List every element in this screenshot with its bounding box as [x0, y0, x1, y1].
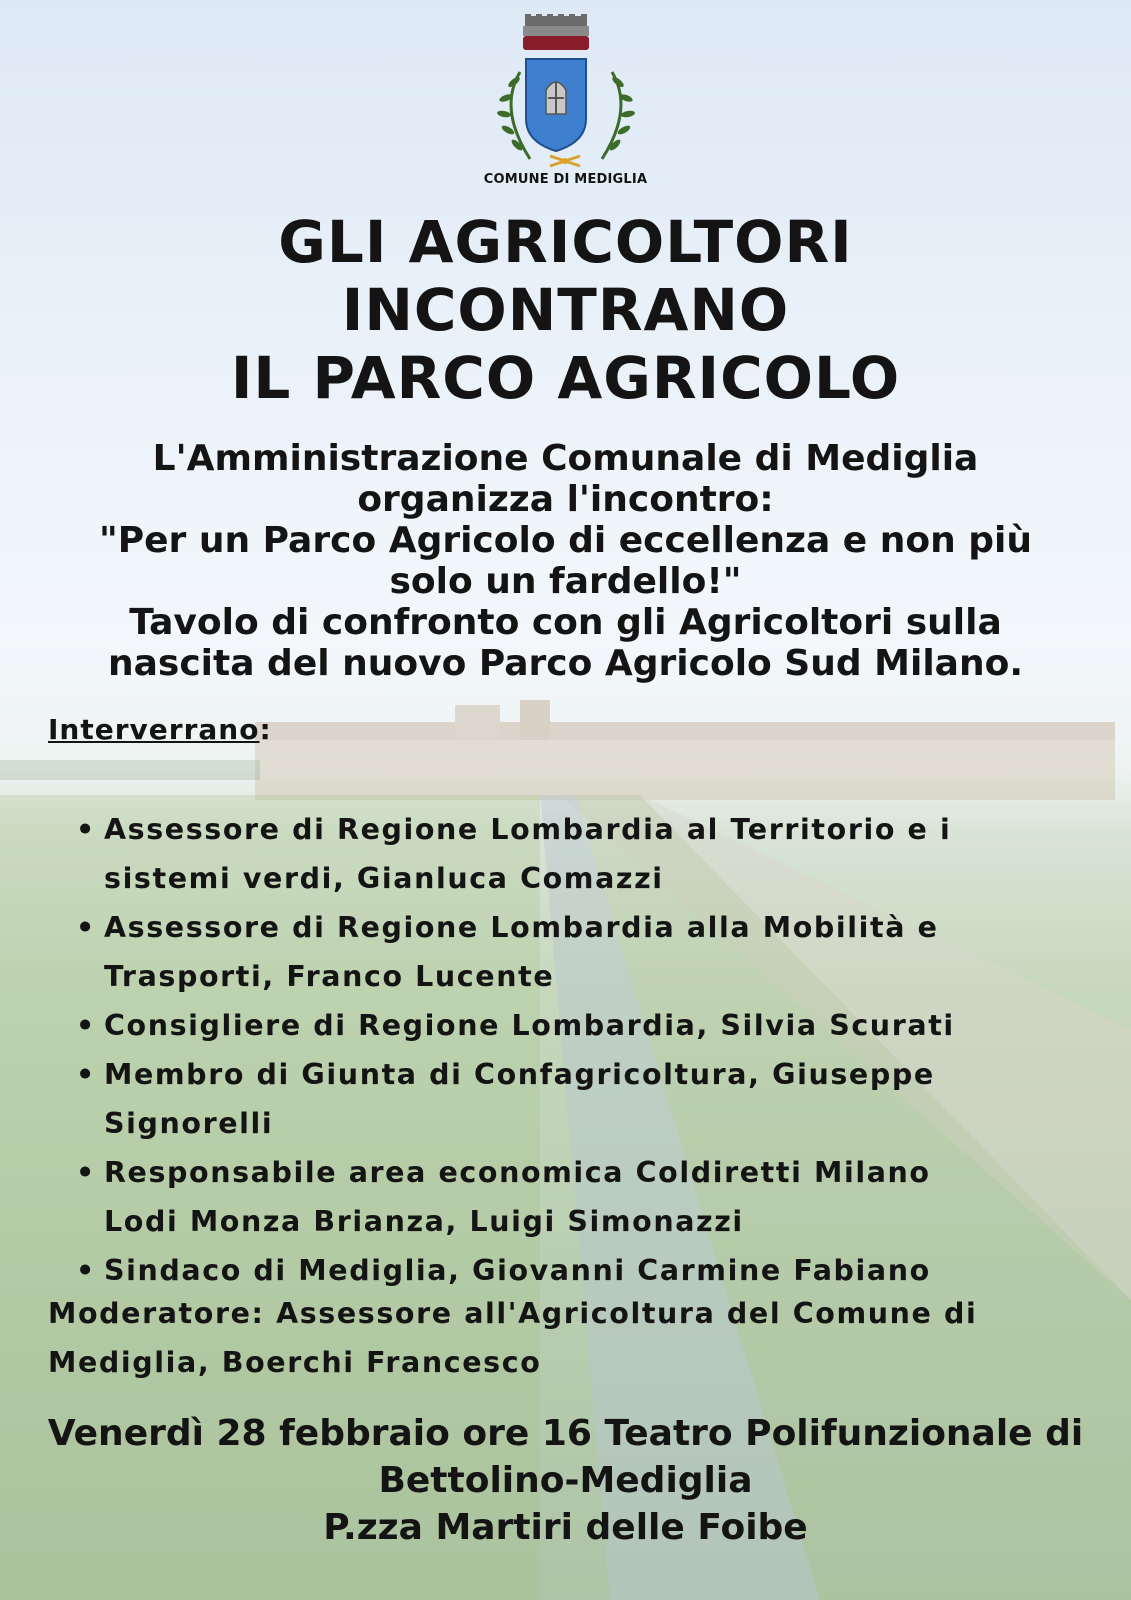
event-line: Venerdì 28 febbraio ore 16 Teatro Polifunzionale di [47, 1413, 1084, 1454]
list-item: • Sindaco di Mediglia, Giovanni Carmine Fabiano [0, 1246, 1004, 1295]
coat-of-arms-icon [490, 14, 640, 179]
intro-line: L'Amministrazione Comunale di Mediglia [152, 438, 979, 479]
title-line: INCONTRANO [341, 276, 790, 344]
list-item: • Assessore di Regione Lombardia al Territorio e i sistemi verdi, Gianluca Comazzi [0, 805, 1004, 903]
list-item: • Membro di Giunta di Confagricoltura, Giuseppe Signorelli [0, 1050, 1004, 1148]
moderator-text: Moderatore: Assessore all'Agricoltura del Comune di Mediglia, Boerchi Francesco [48, 1297, 978, 1379]
poster-title [0, 208, 1131, 412]
intro-text [0, 438, 1131, 684]
speakers-label: Interverrano [48, 713, 260, 746]
event-line: P.zza Martiri delle Foibe [323, 1507, 808, 1548]
intro-line: nascita del nuovo Parco Agricolo Sud Milano. [107, 643, 1023, 684]
logo-caption: COMUNE DI MEDIGLIA [483, 172, 648, 187]
intro-line: "Per un Parco Agricolo di eccellenza e non più [99, 520, 1032, 561]
speakers-heading [48, 713, 272, 746]
speakers-list [0, 805, 1004, 1295]
list-item: • Consigliere di Regione Lombardia, Silvia Scurati [0, 1001, 1004, 1050]
list-item: • Assessore di Regione Lombardia alla Mobilità e Trasporti, Franco Lucente [0, 903, 1004, 1001]
intro-line: solo un fardello!" [389, 561, 742, 602]
intro-line: organizza l'incontro: [357, 479, 774, 520]
event-details [0, 1410, 1131, 1551]
speakers-colon: : [259, 713, 272, 746]
intro-line: Tavolo di confronto con gli Agricoltori sulla [129, 602, 1002, 643]
list-item: • Responsabile area economica Coldiretti Milano Lodi Monza Brianza, Luigi Simonazzi [0, 1148, 1004, 1246]
title-line: IL PARCO AGRICOLO [230, 344, 901, 412]
event-line: Bettolino-Mediglia [378, 1460, 753, 1501]
title-line: GLI AGRICOLTORI [278, 208, 853, 276]
